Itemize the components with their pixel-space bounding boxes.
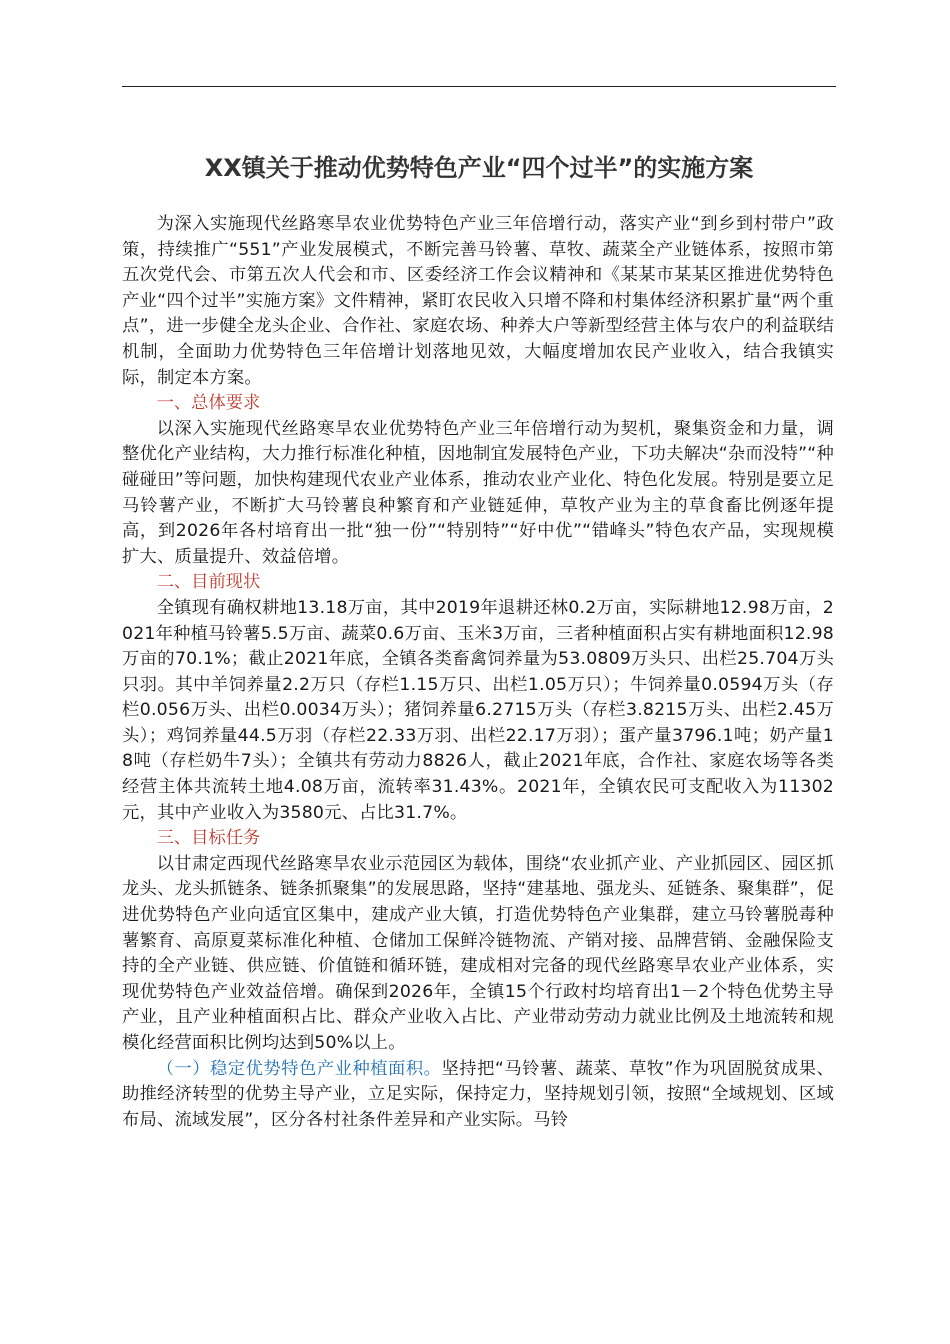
section-text-general-requirements: 以深入实施现代丝路寒旱农业优势特色产业三年倍增行动为契机，聚集资金和力量，调整优化产业结构，大力推行标准化种植，因地制宜发展特色产业，下功夫解决“杂而没特”“种碰碰田”等问题，加快构建现代农业产业体系，推动农业产业化、特色化发展。特别是要立足马铃薯产业，不断扩大马铃薯良种繁育和产业链延伸，草牧产业为主的草食畜比例逐年提高，到2026年各村培育出一批“独一份”“特别特”“好中优”“错峰头”特色农产品，实现规模扩大、质量提升、效益倍增。	[122, 418, 834, 567]
intro-paragraph: 为深入实施现代丝路寒旱农业优势特色产业三年倍增行动，落实产业“到乡到村带户”政策，持续推广“551”产业发展模式，不断完善马铃薯、草牧、蔬菜全产业链体系，按照市第五次党代会、市第五次人代会和市、区委经济工作会议精神和《某某市某某区推进优势特色产业“四个过半”实施方案》文件精神，紧盯农民收入只增不降和村集体经济积累扩量“两个重点”，进一步健全龙头企业、合作社、家庭农场、种养大户等新型经营主体与农户的利益联结机制，全面助力优势特色三年倍增计划落地见效，大幅度增加农民产业收入，结合我镇实际，制定本方案。	[122, 214, 834, 388]
subsection-text: 坚持把“马铃薯、蔬菜、草牧”作为巩固脱贫成果、助推经济转型的优势主导产业，立足实际，保持定力，坚持规划引领，按照“全域规划、区域布局、流域发展”，区分各村社条件差异和产业实际。马铃	[122, 1058, 834, 1130]
document-title: XX镇关于推动优势特色产业“四个过半”的实施方案	[204, 154, 754, 182]
section-heading-target-tasks: 三、目标任务	[156, 828, 261, 849]
section-text-current-status: 全镇现有确权耕地13.18万亩，其中2019年退耕还林0.2万亩，实际耕地12.98万亩，2021年种植马铃薯5.5万亩、蔬菜0.6万亩、玉米3万亩，三者种植面积占实有耕地面积12.98万亩的70.1%；截止2021年底，全镇各类畜禽饲养量为53.0809万头只、出栏25.704万头只羽。其中羊饲养量2.2万只（存栏1.15万只、出栏1.05万只）；牛饲养量0.0594万头（存栏0.056万头、出栏0.0034万头）；猪饲养量6.2715万头（存栏3.8215万头、出栏2.45万头）；鸡饲养量44.5万羽（存栏22.33万羽、出栏22.17万羽）；蛋产量3796.1吨；奶产量18吨（存栏奶牛7头）；全镇共有劳动力8826人，截止2021年底，合作社、家庭农场等各类经营主体共流转土地4.08万亩，流转率31.43%。2021年，全镇农民可支配收入为11302元，其中产业收入为3580元、占比31.7%。	[122, 597, 834, 823]
subsection-paragraph	[122, 1057, 834, 1134]
document-body	[122, 212, 834, 1133]
header-rule	[122, 86, 836, 87]
section-heading-general-requirements: 一、总体要求	[156, 393, 261, 414]
section-text-target-tasks: 以甘肃定西现代丝路寒旱农业示范园区为载体，围绕“农业抓产业、产业抓园区、园区抓龙头、龙头抓链条、链条抓聚集”的发展思路，坚持“建基地、强龙头、延链条、聚集群”，促进优势特色产业向适宜区集中，建成产业大镇，打造优势特色产业集群，建立马铃薯脱毒种薯繁育、高原夏菜标准化种植、仓储加工保鲜冷链物流、产销对接、品牌营销、金融保险支持的全产业链、供应链、价值链和循环链，建成相对完备的现代丝路寒旱农业产业体系，实现优势特色产业效益倍增。确保到2026年，全镇15个行政村均培育出1－2个特色优势主导产业，且产业种植面积占比、群众产业收入占比、产业带动劳动力就业比例及土地流转和规模化经营面积比例均达到50%以上。	[122, 853, 834, 1053]
section-heading-current-status: 二、目前现状	[156, 572, 261, 593]
subsection-heading: （一）稳定优势特色产业种植面积。	[156, 1058, 442, 1079]
